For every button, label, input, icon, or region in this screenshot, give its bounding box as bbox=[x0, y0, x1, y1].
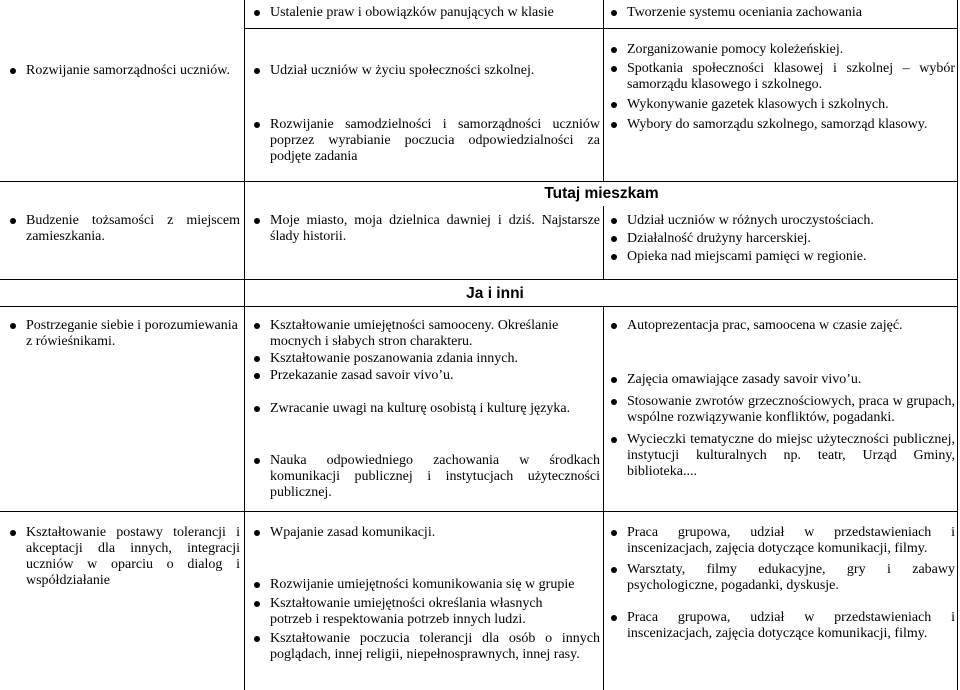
section3-methods-cell bbox=[603, 318, 955, 480]
section-heading: Tutaj mieszkam bbox=[544, 185, 659, 202]
list-item: Rozwijanie umiejętności komunikowania się w grupie bbox=[246, 577, 600, 593]
list-item: Udział uczniów w różnych uroczystościach. bbox=[603, 213, 955, 229]
section3-content-cell bbox=[246, 318, 600, 501]
top-row-middle-cell bbox=[246, 5, 601, 21]
section2-goal-cell bbox=[2, 213, 240, 245]
list-item: Nauka odpowiedniego zachowania w środkach komunikacji publicznej i instytucjach użyteczności publicznej. bbox=[246, 453, 600, 501]
section4-methods-cell bbox=[603, 525, 955, 642]
list-item: Wpajanie zasad komunikacji. bbox=[246, 525, 600, 541]
goal-text: Rozwijanie samorządności uczniów. bbox=[2, 63, 240, 79]
list-item: Udział uczniów w życiu społeczności szkolnej. bbox=[246, 63, 600, 79]
list-item: Praca grupowa, udział w przedstawieniach i inscenizacjach, zajęcia dotyczące komunikacji, filmy. bbox=[603, 525, 955, 557]
list-item: Warsztaty, filmy edukacyjne, gry i zabawy psychologiczne, pogadanki, dyskusje. bbox=[603, 562, 955, 594]
section1-methods-cell bbox=[603, 42, 955, 133]
section4-goal-cell bbox=[2, 525, 240, 589]
list-item: Autoprezentacja prac, samoocena w czasie zajęć. bbox=[603, 318, 955, 334]
list-item: Kształtowanie poczucia tolerancji dla osób o innych poglądach, innej religii, niepełnosprawnych, innej rasy. bbox=[246, 631, 600, 663]
section-heading: Ja i inni bbox=[466, 285, 524, 302]
list-item: Działalność drużyny harcerskiej. bbox=[603, 231, 955, 247]
goal-text: Postrzeganie siebie i porozumiewania z rówieśnikami. bbox=[2, 318, 240, 350]
list-item: Kształtowanie poszanowania zdania innych. bbox=[246, 351, 600, 367]
goal-text: Kształtowanie postawy tolerancji i akceptacji dla innych, integracji uczniów w oparciu o dialog i współdziałanie bbox=[2, 525, 240, 589]
list-item: Opieka nad miejscami pamięci w regionie. bbox=[603, 249, 955, 265]
section3-goal-cell bbox=[2, 318, 240, 350]
section2-methods-cell bbox=[603, 213, 955, 265]
list-item: Kształtowanie umiejętności samooceny. Określanie mocnych i słabych stron charakteru. bbox=[246, 318, 560, 350]
list-item: Spotkania społeczności klasowej i szkolnej – wybór samorządu klasowego i szkolnego. bbox=[603, 61, 955, 93]
section2-content-cell bbox=[246, 213, 600, 245]
list-item: Wybory do samorządu szkolnego, samorząd klasowy. bbox=[603, 117, 955, 133]
list-item: Zajęcia omawiające zasady savoir vivo’u. bbox=[603, 372, 955, 388]
grid-line-row bbox=[0, 306, 958, 307]
list-item: Wycieczki tematyczne do miejsc użyteczności publicznej, instytucji kulturalnych np. teatr, Urząd Gminy, biblioteka.... bbox=[603, 432, 955, 480]
list-item: Praca grupowa, udział w przedstawieniach i inscenizacjach, zajęcia dotyczące komunikacji, filmy. bbox=[603, 610, 955, 642]
list-item: Przekazanie zasad savoir vivo’u. bbox=[246, 368, 600, 384]
list-item: Tworzenie systemu oceniania zachowania bbox=[603, 5, 955, 21]
section4-content-cell bbox=[246, 525, 600, 663]
grid-line-row bbox=[0, 279, 958, 280]
list-item: Moje miasto, moja dzielnica dawniej i dziś. Najstarsze ślady historii. bbox=[246, 213, 600, 245]
grid-line-row bbox=[0, 511, 958, 512]
list-item: Kształtowanie umiejętności określania własnych potrzeb i respektowania potrzeb innych ludzi. bbox=[246, 596, 570, 628]
list-item: Wykonywanie gazetek klasowych i szkolnych. bbox=[603, 97, 955, 113]
top-row-right-cell bbox=[603, 5, 955, 21]
list-item: Stosowanie zwrotów grzecznościowych, praca w grupach, wspólne rozwiązywanie konfliktów, pogadanki. bbox=[603, 394, 955, 426]
goal-text: Budzenie tożsamości z miejscem zamieszkania. bbox=[2, 213, 240, 245]
list-item: Rozwijanie samodzielności i samorządności uczniów poprzez wyrabianie poczucia odpowiedzialności za podjęte zadania bbox=[246, 117, 600, 165]
list-item: Ustalenie praw i obowiązków panujących w klasie bbox=[246, 5, 601, 21]
grid-line-right-edge bbox=[957, 0, 958, 690]
section1-content-cell bbox=[246, 63, 600, 165]
list-item: Zwracanie uwagi na kulturę osobistą i kulturę języka. bbox=[246, 401, 600, 417]
grid-line-row bbox=[0, 181, 958, 182]
grid-line-row bbox=[245, 28, 958, 29]
list-item: Zorganizowanie pomocy koleżeńskiej. bbox=[603, 42, 955, 57]
grid-line-left-col bbox=[244, 0, 245, 690]
section1-goal-cell bbox=[2, 63, 240, 79]
